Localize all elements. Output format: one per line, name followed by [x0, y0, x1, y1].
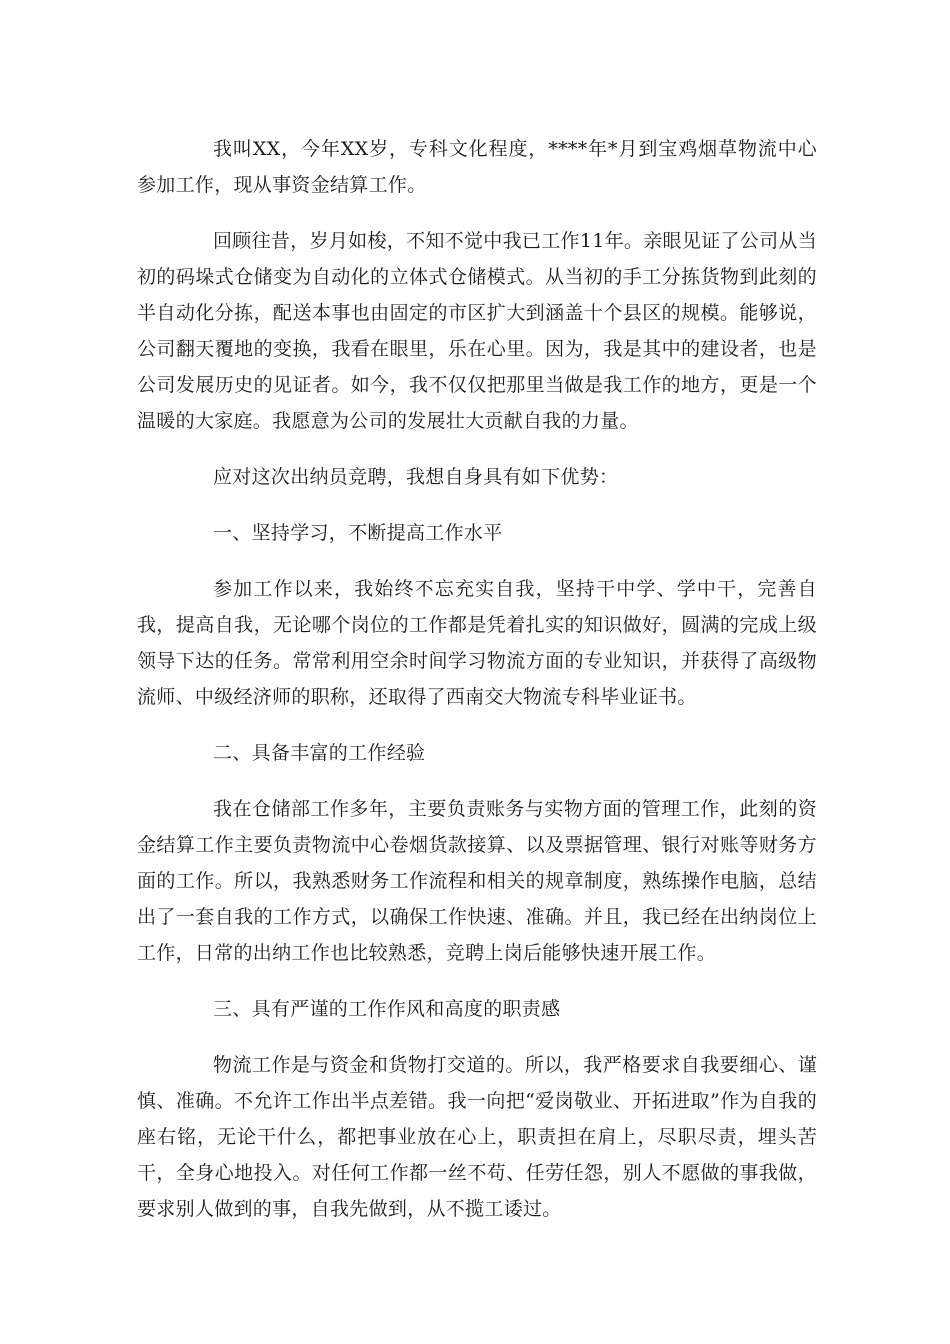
paragraph-advantages-intro: 应对这次出纳员竞聘，我想自身具有如下优势：: [213, 466, 619, 488]
section-heading-2: 二、具备丰富的工作经验: [213, 742, 426, 764]
paragraph-experience: 我在仓储部工作多年，主要负责账务与实物方面的管理工作，此刻的资金结算工作主要负责物流中心卷烟货款接算、以及票据管理、银行对账等财务方面的工作。所以，我熟悉财务工作流程和相关的规章制度，熟练操作电脑，总结出了一套自我的工作方式，以确保工作快速、准确。并且，我已经在出纳岗位上工作，日常的出纳工作也比较熟悉，竞聘上岗后能够快速开展工作。: [137, 798, 817, 964]
paragraph-responsibility: 物流工作是与资金和货物打交道的。所以，我严格要求自我要细心、谨慎、准确。不允许工作出半点差错。我一向把“爱岗敬业、开拓进取”作为自我的座右铭，无论干什么，都把事业放在心上，职责担在肩上，尽职尽责，埋头苦干，全身心地投入。对任何工作都一丝不苟、任劳任怨，别人不愿做的事我做，要求别人做到的事，自我先做到，从不揽工诿过。: [137, 1054, 817, 1220]
document-body: [137, 131, 817, 1247]
section-heading-3: 三、具有严谨的工作作风和高度的职责感: [213, 998, 561, 1020]
paragraph-learning: 参加工作以来，我始终不忘充实自我，坚持干中学、学中干，完善自我，提高自我，无论哪个岗位的工作都是凭着扎实的知识做好，圆满的完成上级领导下达的任务。常常利用空余时间学习物流方面的专业知识，并获得了高级物流师、中级经济师的职称，还取得了西南交大物流专科毕业证书。: [137, 578, 817, 708]
paragraph-review: 回顾往昔，岁月如梭，不知不觉中我已工作11年。亲眼见证了公司从当初的码垛式仓储变为自动化的立体式仓储模式。从当初的手工分拣货物到此刻的半自动化分拣，配送本事也由固定的市区扩大到涵盖十个县区的规模。能够说，公司翻天覆地的变换，我看在眼里，乐在心里。因为，我是其中的建设者，也是公司发展历史的见证者。如今，我不仅仅把那里当做是我工作的地方，更是一个温暖的大家庭。我愿意为公司的发展壮大贡献自我的力量。: [137, 230, 817, 432]
section-heading-1: 一、坚持学习，不断提高工作水平: [213, 522, 503, 544]
paragraph-intro: 我叫XX，今年XX岁，专科文化程度，****年*月到宝鸡烟草物流中心参加工作，现从事资金结算工作。: [137, 138, 817, 196]
